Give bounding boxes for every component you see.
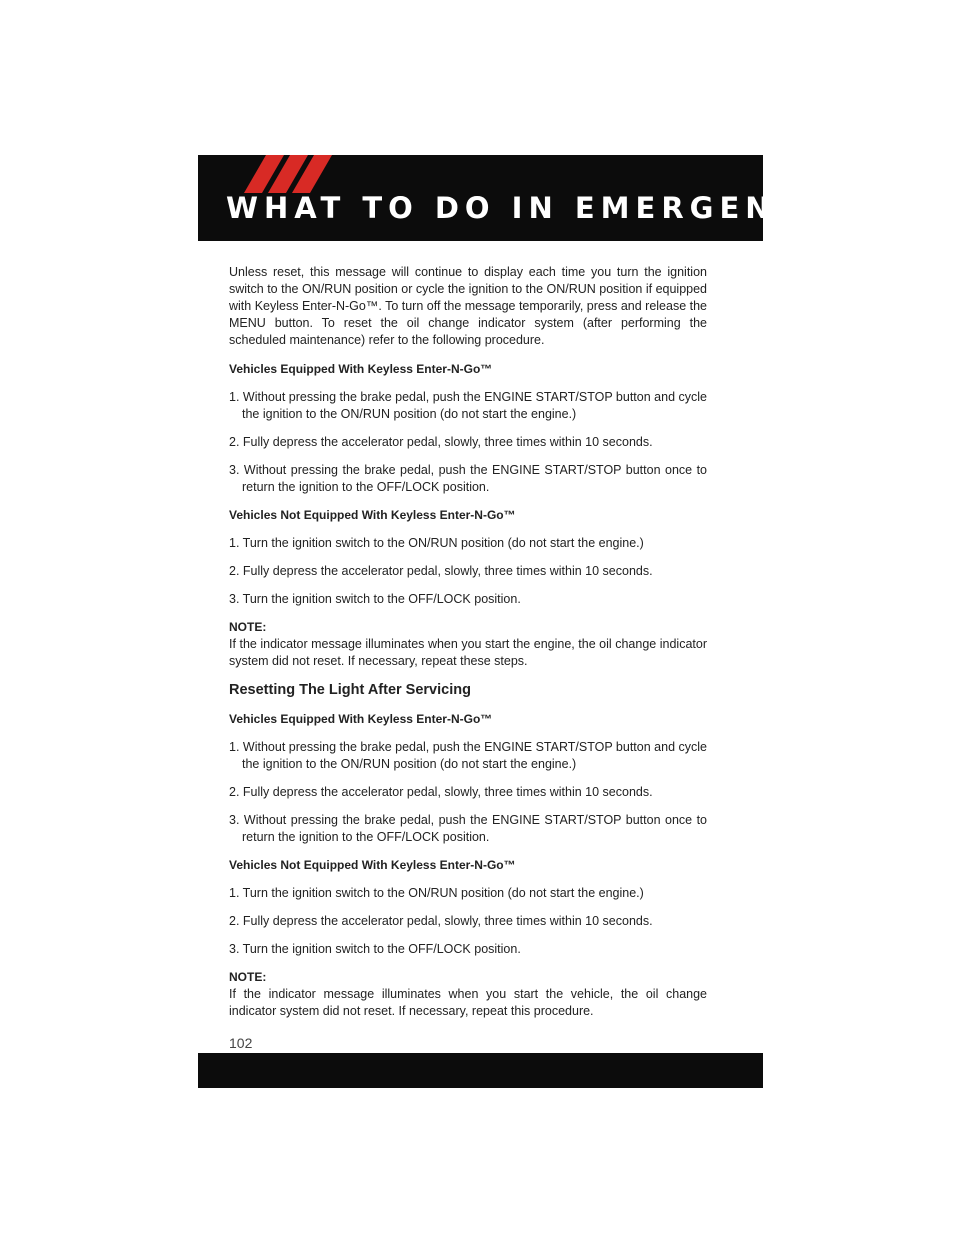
list-item: 3. Turn the ignition switch to the OFF/LOCK position. [229,592,521,606]
list-item: 2. Fully depress the accelerator pedal, slowly, three times within 10 seconds. [229,785,653,799]
note-label: NOTE: [229,970,267,984]
chapter-header-bar [198,155,873,241]
list-item: 1. Turn the ignition switch to the ON/RUN position (do not start the engine.) [229,536,644,550]
non-keyless-heading: Vehicles Not Equipped With Keyless Enter-N-Go™ [229,508,516,522]
list-item: 1. Without pressing the brake pedal, push the ENGINE START/STOP button and cycle the ignition to the ON/RUN position (do not start the engine.) [229,390,707,421]
intro-paragraph: Unless reset, this message will continue to display each time you turn the ignition switch to the ON/RUN position or cycle the ignition to the ON/RUN position if equipped with Keyless Enter-N-Go™. To turn off the message temporarily, press and release the MENU button. To reset the oil change indicator system (after performing the scheduled maintenance) refer to the following procedure. [229,265,708,347]
list-item: 2. Fully depress the accelerator pedal, slowly, three times within 10 seconds. [229,435,653,449]
list-item: 2. Fully depress the accelerator pedal, slowly, three times within 10 seconds. [229,914,653,928]
keyless-heading: Vehicles Equipped With Keyless Enter-N-Go™ [229,712,493,726]
chapter-title: WHAT TO DO IN EMERGENCIES [226,191,873,225]
non-keyless-heading: Vehicles Not Equipped With Keyless Enter-N-Go™ [229,858,516,872]
note-text: If the indicator message illuminates when you start the vehicle, the oil change indicator system did not reset. If necessary, repeat this procedure. [229,987,707,1018]
section-heading: Resetting The Light After Servicing [229,682,471,698]
keyless-heading: Vehicles Equipped With Keyless Enter-N-Go™ [229,362,493,376]
page-number: 102 [229,1035,253,1051]
list-item: 1. Without pressing the brake pedal, push the ENGINE START/STOP button and cycle the ignition to the ON/RUN position (do not start the engine.) [229,740,707,771]
footer-bar [198,1053,763,1088]
list-item: 3. Turn the ignition switch to the OFF/LOCK position. [229,942,521,956]
red-stripes-graphic [198,155,358,195]
list-item: 3. Without pressing the brake pedal, push the ENGINE START/STOP button once to return the ignition to the OFF/LOCK position. [229,813,707,844]
note-label: NOTE: [229,620,267,634]
list-item: 2. Fully depress the accelerator pedal, slowly, three times within 10 seconds. [229,564,653,578]
list-item: 1. Turn the ignition switch to the ON/RUN position (do not start the engine.) [229,886,644,900]
page-body [229,264,707,1032]
note-text: If the indicator message illuminates when you start the engine, the oil change indicator system did not reset. If necessary, repeat these steps. [229,637,707,668]
list-item: 3. Without pressing the brake pedal, push the ENGINE START/STOP button once to return the ignition to the OFF/LOCK position. [229,463,707,494]
